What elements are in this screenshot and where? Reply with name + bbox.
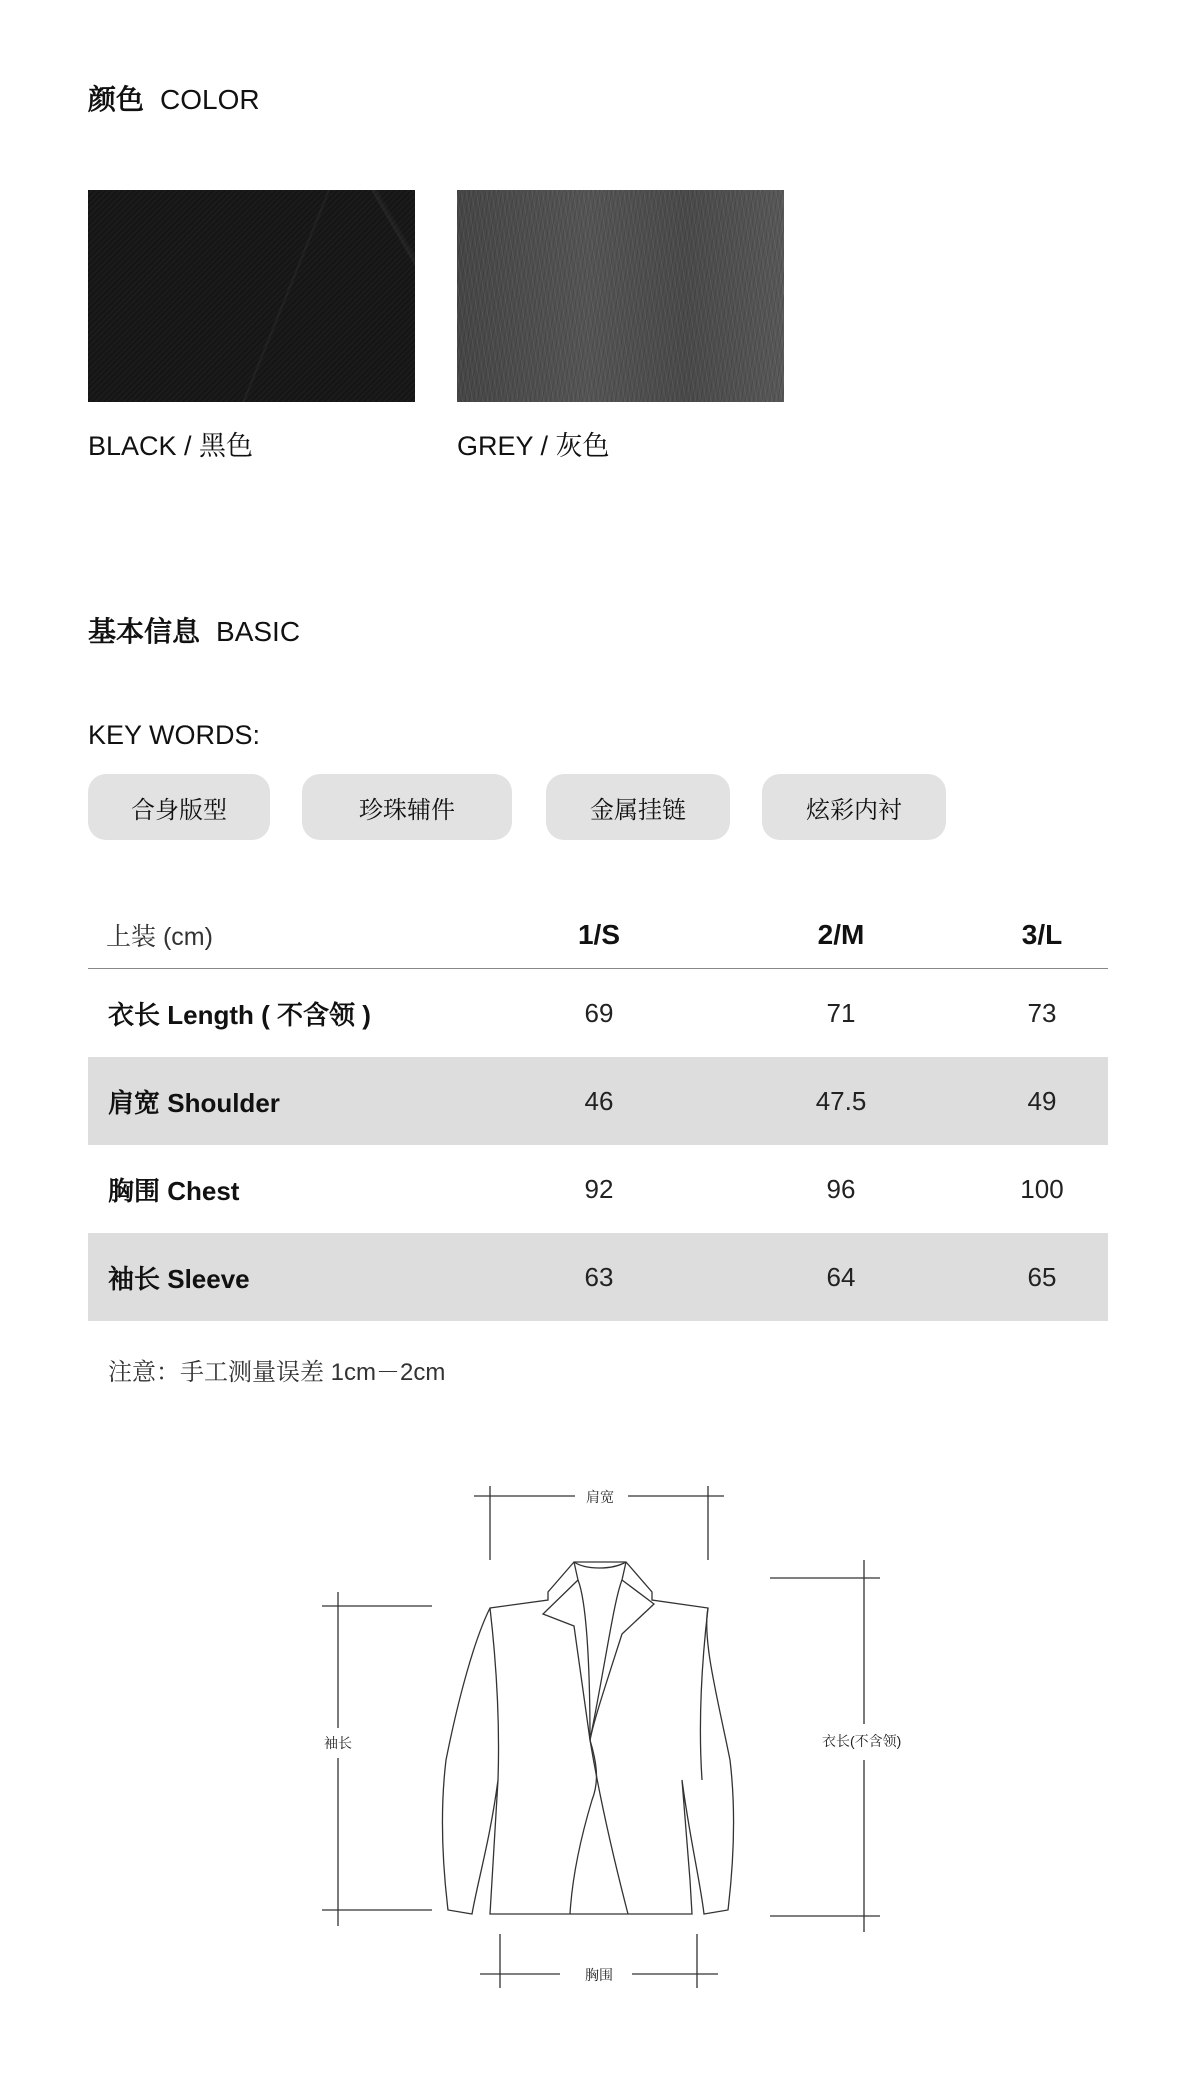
header-size-s: 1/S — [492, 902, 706, 969]
diagram-label-sleeve: 袖长 — [324, 1735, 352, 1751]
color-title-cn: 颜色 — [88, 84, 145, 115]
cell-value: 63 — [492, 1233, 706, 1321]
keyword-tag: 珍珠辅件 — [302, 774, 512, 840]
diagram-label-chest: 胸围 — [585, 1967, 613, 1983]
keywords-label: KEY WORDS: — [88, 720, 261, 750]
color-label-black: BLACK / 黑色 — [88, 431, 254, 461]
header-size-l: 3/L — [976, 902, 1108, 969]
diagram-label-shoulder: 肩宽 — [586, 1489, 614, 1505]
header-size-m: 2/M — [706, 902, 976, 969]
basic-title-en: BASIC — [216, 616, 301, 647]
cell-value: 96 — [826, 1173, 856, 1204]
keyword-tag: 合身版型 — [88, 774, 270, 840]
keyword-tag: 金属挂链 — [546, 774, 730, 840]
cell-value: 71 — [826, 997, 856, 1028]
row-label: 胸围 Chest — [108, 1175, 240, 1206]
color-title-en: COLOR — [160, 84, 260, 115]
keyword-tag: 炫彩内衬 — [762, 774, 946, 840]
cell-value: 100 — [1020, 1173, 1064, 1204]
basic-title-cn: 基本信息 — [88, 616, 201, 647]
row-label: 衣长 Length ( 不含领 ) — [108, 999, 371, 1030]
color-label-grey: GREY / 灰色 — [457, 431, 610, 461]
diagram-label-length: 衣长(不含领) — [822, 1733, 902, 1749]
cell-value: 92 — [584, 1173, 614, 1204]
cell-value: 47.5 — [706, 1057, 976, 1145]
cell-value: 64 — [706, 1233, 976, 1321]
sleeve-dimension-line — [322, 1592, 432, 1926]
row-label: 肩宽 Shoulder — [88, 1057, 492, 1145]
cell-value: 65 — [976, 1233, 1108, 1321]
cell-value: 46 — [492, 1057, 706, 1145]
cell-value: 69 — [584, 997, 614, 1028]
header-unit: 上装 (cm) — [88, 902, 492, 969]
measurement-note: 注意：手工测量误差 1cm－2cm — [108, 1359, 446, 1386]
cell-value: 49 — [976, 1057, 1108, 1145]
jacket-outline — [442, 1562, 733, 1914]
cell-value: 73 — [1027, 997, 1057, 1028]
row-label: 袖长 Sleeve — [88, 1233, 492, 1321]
